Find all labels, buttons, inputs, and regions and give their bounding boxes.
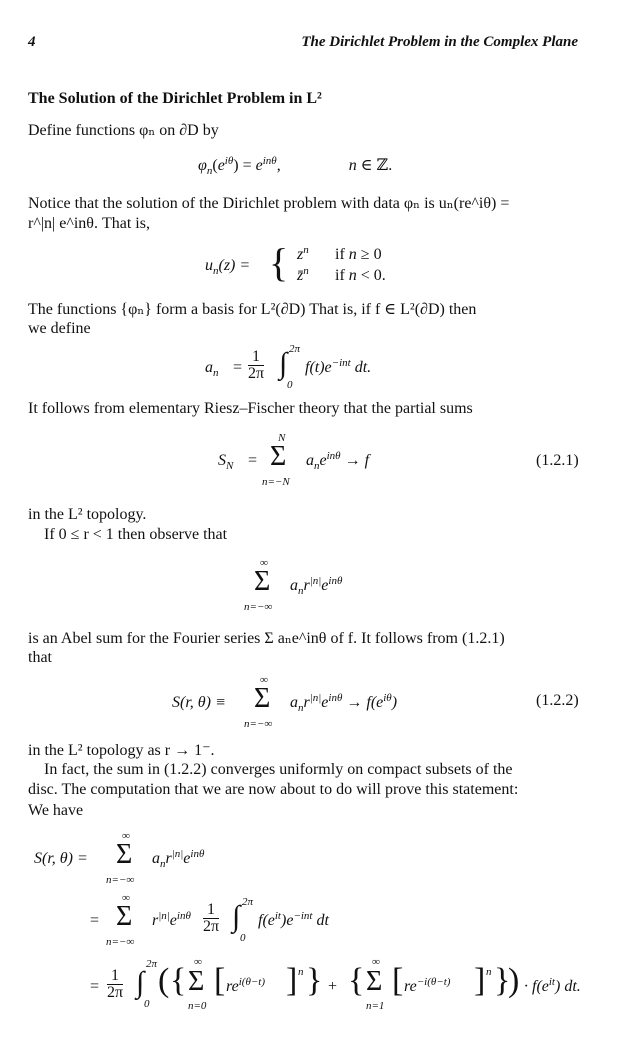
running-title: The Dirichlet Problem in the Complex Plane [301,34,578,50]
paragraph-2a: Notice that the solution of the Dirichlet problem with data φₙ is uₙ(re^iθ) = [28,195,510,212]
paragraph-6b: that [28,649,52,666]
paragraph-7d: We have [28,802,84,819]
paragraph-4: It follows from elementary Riesz–Fischer theory that the partial sums [28,400,473,417]
paragraph-1: Define functions φₙ on ∂D by [28,122,219,139]
paragraph-7b: In fact, the sum in (1.2.2) converges uniformly on compact subsets of the [44,761,513,778]
document-page: 4 The Dirichlet Problem in the Complex Plane The Solution of the Dirichlet Problem in L² Define functions φₙ on ∂D by $\varphi_n(e^{i\theta}) = e^{in\theta}$, n ∈ ℤ. Notice that the solution of the Dirichlet problem with data φₙ is uₙ(re^iθ) = r^|n| e^inθ. That is, $u_n(z)$ = { $z^n$ if n ≥ 0 z̄$^n$ if n < 0. The functions {φₙ} form a basis for L²(∂D) That is, if f ∈ L²(∂D) then we define $a_n$ = $\frac{1}{2\pi}$ ∫ 2π 0 $f(t)e^{-int}$ dt. It follows from elementary Riesz–Fischer theory that the partial sums $S_N$ = N Σ n=−N $a_ne^{in\theta} \to f$ (1.2.1) in the L² topology. If 0 ≤ r < 1 then observe that ∞ Σ n=−∞ $a_nr^{|n|}e^{in\theta}$ is an Abel sum for the Fourier series Σ aₙe^inθ of f. It follows from (1.2.1) that S(r, θ) ≡ ∞ Σ n=−∞ $a_nr^{|n|}e^{in\theta} \to f(e^{i\theta})$ (1.2.2) in the L² topology as r → 1⁻. In fact, the sum in (1.2.2) converges uniformly on compact subsets of the disc. The computation that we are now about to do will prove this statement: We have S(r, θ) = ∞ Σ n=−∞ $a_nr^{|n|}e^{in\theta}$ = ∞ Σ n=−∞ $r^{|n|}e^{in\theta}$ $\frac{1}{2\pi}$ ∫ 2π 0 $f(e^{it})e^{-int}$ dt = $\frac{1}{2\pi}$ ∫ 2π 0 ( { ∞ Σ n=0 [ $re^{i(\theta-t)}$ ] n } + { ∞ Σ n=1 [ $re^{-i(\theta-t)}$ ] n } ) · $f(e^{it})$ dt. [28,34,581,1012]
section-heading: The Solution of the Dirichlet Problem in L² [28,90,322,107]
equation-number-1-2-1: (1.2.1) [536,452,579,469]
equation-phi-definition: $\varphi_n(e^{i\theta}) = e^{in\theta}$, n ∈ ℤ. [198,155,393,177]
paragraph-5b: If 0 ≤ r < 1 then observe that [44,526,228,543]
paragraph-2b: r^|n| e^inθ. That is, [28,215,150,232]
paragraph-7a: in the L² topology as r → 1⁻. [28,742,215,759]
page-number: 4 [28,34,36,50]
paragraph-5a: in the L² topology. [28,506,147,523]
paragraph-3a: The functions {φₙ} form a basis for L²(∂D) That is, if f ∈ L²(∂D) then [28,301,477,318]
equation-number-1-2-2: (1.2.2) [536,692,579,709]
paragraph-7c: disc. The computation that we are now about to do will prove this statement: [28,781,519,798]
paragraph-6a: is an Abel sum for the Fourier series Σ aₙe^inθ of f. It follows from (1.2.1) [28,630,505,647]
paragraph-3b: we define [28,320,91,337]
